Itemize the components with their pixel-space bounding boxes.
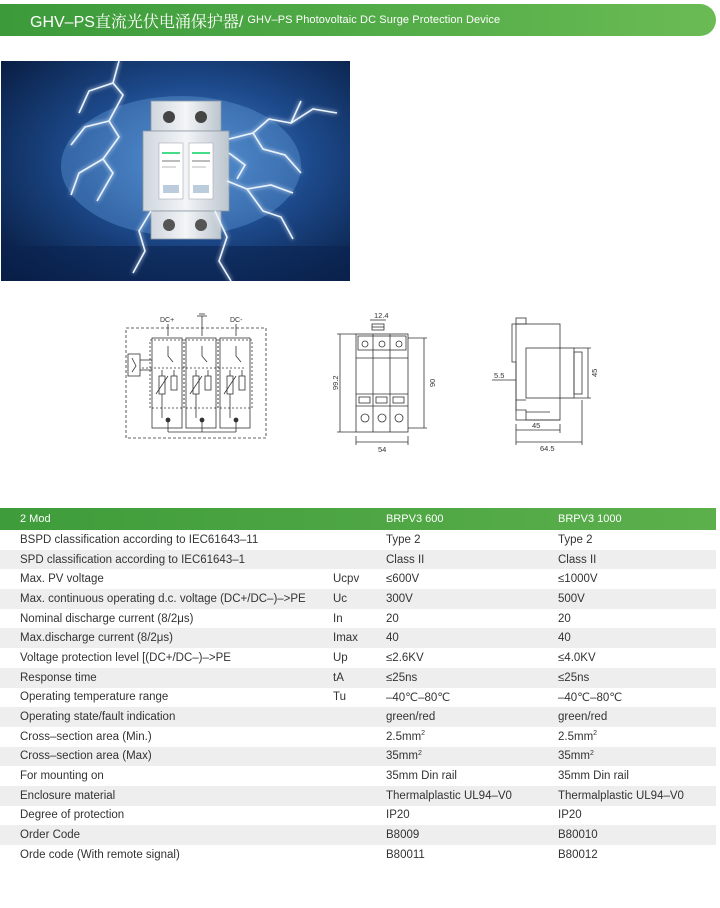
table-row: [0, 786, 716, 806]
table-row: [0, 707, 716, 727]
table-row: [0, 648, 716, 668]
row-value-1000: 35mm $^2$: [558, 749, 594, 763]
row-value-600: 2.5mm $^2$: [386, 730, 426, 743]
table-row: [0, 806, 716, 826]
row-param: Enclosure material: [20, 789, 116, 802]
dim-54: 54: [378, 445, 387, 454]
row-param: SPD classification according to IEC61643–1: [20, 553, 246, 566]
title-banner: [0, 4, 716, 36]
table-row: [0, 845, 716, 865]
row-value-1000: Thermalplastic UL94–V0: [558, 789, 684, 802]
table-row: [0, 589, 716, 609]
row-value-1000: 500V: [558, 592, 585, 605]
row-value-1000: ≤25ns: [558, 671, 590, 684]
row-value-1000: ≤4.0KV: [558, 651, 596, 664]
title-english: GHV–PS Photovoltaic DC Surge Protection Device: [247, 14, 501, 26]
dim-45-horizontal: 45: [532, 421, 541, 430]
row-value-600: Thermalplastic UL94–V0: [386, 789, 512, 802]
row-value-1000: B80010: [558, 829, 598, 842]
row-value-600: B8009: [386, 829, 420, 842]
row-value-600: 35mm Din rail: [386, 770, 457, 783]
row-value-1000: Class II: [558, 553, 597, 566]
row-value-600: 35mm $^2$: [386, 749, 422, 763]
dim-45-vertical: 45: [590, 368, 599, 377]
row-value-600: green/red: [386, 711, 436, 724]
dim-90: 90: [428, 378, 437, 387]
label-dc-plus: DC+: [160, 317, 175, 324]
table-row: [0, 766, 716, 786]
header-mod: 2 Mod: [20, 513, 51, 525]
row-param: Cross–section area (Max): [20, 750, 152, 763]
row-value-600: 300V: [386, 592, 413, 605]
row-symbol: tA: [333, 671, 344, 684]
row-param: Cross–section area (Min.): [20, 730, 152, 743]
row-param: Max.discharge current (8/2μs): [20, 632, 173, 645]
row-param: Degree of protection: [20, 809, 125, 822]
row-value-1000: 35mm Din rail: [558, 770, 629, 783]
row-param: Response time: [20, 671, 97, 684]
row-param: For mounting on: [20, 770, 104, 783]
row-param: Max. PV voltage: [20, 573, 104, 586]
row-symbol: In: [333, 612, 343, 625]
row-value-1000: green/red: [558, 711, 608, 724]
row-value-600: ≤25ns: [386, 671, 418, 684]
side-dimension-drawing: [490, 312, 600, 452]
dim-99-2: 99.2: [331, 375, 340, 390]
row-param: Orde code (With remote signal): [20, 848, 180, 861]
row-value-1000: ≤1000V: [558, 573, 598, 586]
row-symbol: Ucpv: [333, 573, 360, 586]
row-value-1000: B80012: [558, 848, 598, 861]
row-param: Operating temperature range: [20, 691, 169, 704]
row-symbol: Up: [333, 651, 348, 664]
front-dimension-drawing: [328, 308, 440, 454]
table-row: [0, 747, 716, 767]
dim-12-4: 12.4: [374, 311, 389, 320]
row-value-600: IP20: [386, 809, 410, 822]
table-row: [0, 569, 716, 589]
row-value-1000: 20: [558, 612, 571, 625]
row-value-600: 20: [386, 612, 399, 625]
table-row: [0, 825, 716, 845]
table-row: [0, 550, 716, 570]
table-row: [0, 609, 716, 629]
dim-5-5: 5.5: [494, 371, 505, 380]
title-chinese: GHV–PS直流光伏电涌保护器/: [30, 13, 244, 31]
row-value-600: Class II: [386, 553, 425, 566]
label-dc-minus: DC-: [230, 317, 243, 324]
row-param: BSPD classification according to IEC61643–11: [20, 533, 259, 546]
row-param: Operating state/fault indication: [20, 711, 176, 724]
row-symbol: Uc: [333, 592, 348, 605]
row-value-1000: Type 2: [558, 533, 593, 546]
row-param: Nominal discharge current (8/2μs): [20, 612, 194, 625]
row-param: Voltage protection level [(DC+/DC–)–>PE: [20, 651, 231, 664]
row-value-600: –40℃–80℃: [386, 692, 451, 705]
table-header: [0, 508, 716, 530]
row-value-1000: 2.5mm $^2$: [558, 730, 598, 743]
table-row: [0, 688, 716, 708]
row-value-600: Type 2: [386, 533, 421, 546]
wiring-diagram: [118, 312, 270, 444]
row-param: Max. continuous operating d.c. voltage (DC+/DC–)–>PE: [20, 592, 306, 605]
table-row: [0, 530, 716, 550]
row-value-600: 40: [386, 632, 399, 645]
dim-64-5: 64.5: [540, 444, 555, 452]
row-value-1000: –40℃–80℃: [558, 692, 623, 705]
row-param: Order Code: [20, 829, 81, 842]
product-photo: [1, 61, 350, 281]
row-value-600: B80011: [386, 848, 425, 861]
header-brpv3-600: BRPV3 600: [386, 513, 444, 525]
spec-table: [0, 508, 716, 865]
table-row: [0, 668, 716, 688]
row-symbol: Tu: [333, 691, 346, 704]
row-value-600: ≤2.6KV: [386, 651, 424, 664]
row-symbol: Imax: [333, 632, 358, 645]
table-row: [0, 628, 716, 648]
header-brpv3-1000: BRPV3 1000: [558, 513, 622, 525]
row-value-1000: IP20: [558, 809, 582, 822]
device-image: [143, 101, 229, 239]
row-value-600: ≤600V: [386, 573, 420, 586]
table-row: [0, 727, 716, 747]
row-value-1000: 40: [558, 632, 571, 645]
